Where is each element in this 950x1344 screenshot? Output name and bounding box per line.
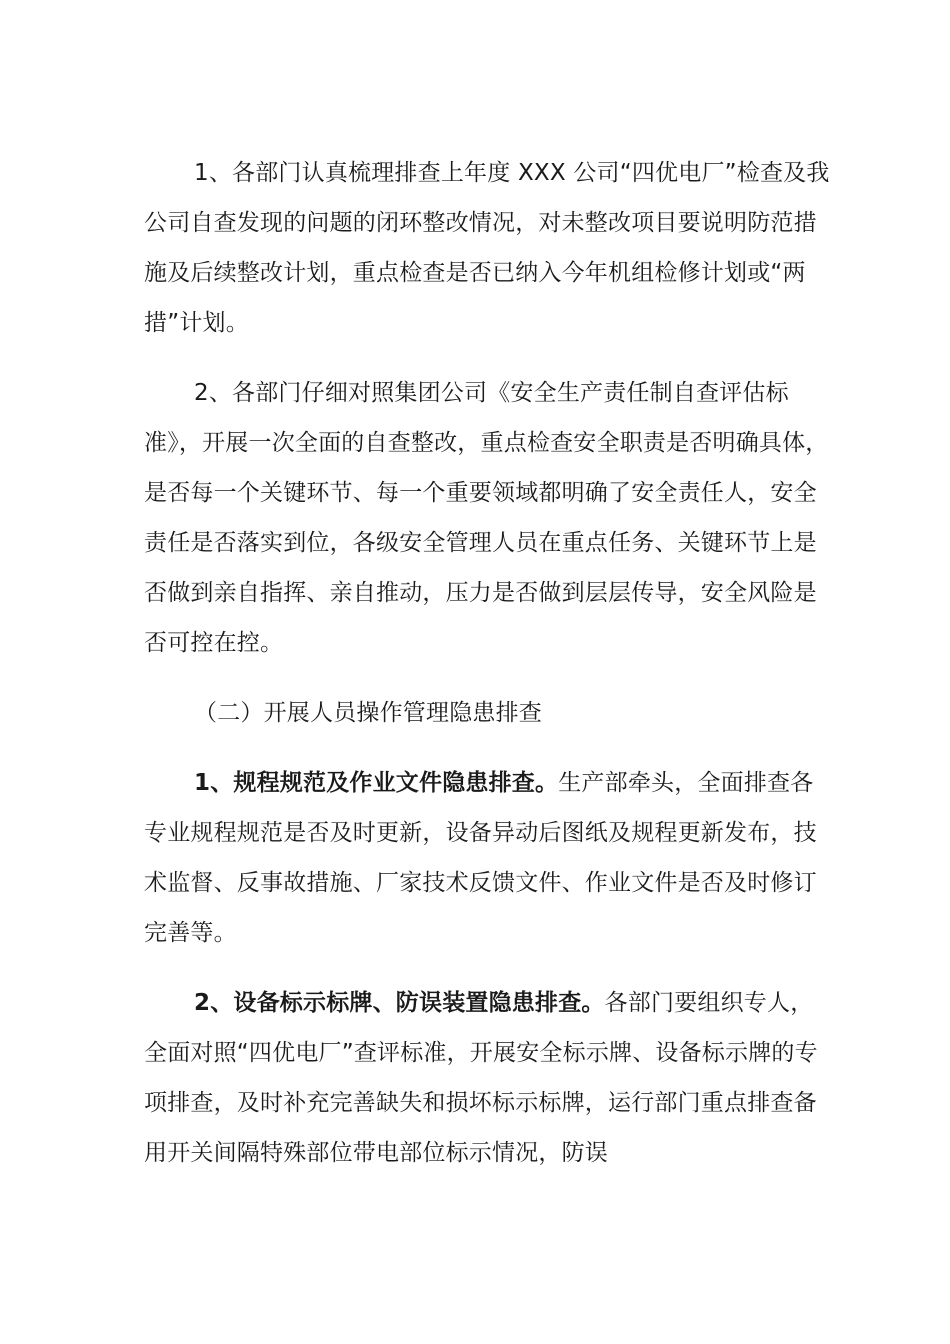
paragraph-4 [144, 978, 818, 1178]
text-line [144, 758, 814, 808]
text-line: 否可控在控。 [144, 630, 284, 656]
paragraph-spacer [144, 738, 809, 758]
text-line: 责任是否落实到位，各级安全管理人员在重点任务、关键环节上是 [144, 530, 817, 556]
text-span: 生产部牵头，全面排查各 [558, 770, 814, 796]
text-line: 项排查，及时补充完善缺失和损坏标示标牌，运行部门重点排查备 [144, 1090, 817, 1116]
paragraph-spacer [144, 348, 809, 368]
text-line: 1、各部门认真梳理排查上年度 XXX 公司“四优电厂”检查及我 [194, 160, 830, 186]
section-heading-2 [144, 688, 809, 738]
text-line: 措”计划。 [144, 310, 249, 336]
paragraph-2 [144, 368, 829, 668]
text-line: 准》，开展一次全面的自查整改，重点检查安全职责是否明确具体， [144, 430, 829, 456]
document-body [144, 148, 830, 1178]
paragraph-spacer [144, 668, 809, 688]
paragraph-1 [144, 148, 830, 348]
paragraph-3 [144, 758, 817, 958]
text-line: 施及后续整改计划，重点检查是否已纳入今年机组检修计划或“两 [144, 260, 806, 286]
text-line: 是否每一个关键环节、每一个重要领域都明确了安全责任人，安全 [144, 480, 817, 506]
bold-lead: 1、规程规范及作业文件隐患排查。 [194, 770, 559, 796]
text-line: 否做到亲自指挥、亲自推动，压力是否做到层层传导，安全风险是 [144, 580, 817, 606]
text-line [144, 978, 814, 1028]
text-line: 完善等。 [144, 920, 237, 946]
text-span: 各部门要组织专人， [604, 990, 814, 1016]
text-line: 公司自查发现的问题的闭环整改情况，对未整改项目要说明防范措 [144, 210, 817, 236]
text-line: 专业规程规范是否及时更新，设备异动后图纸及规程更新发布，技 [144, 820, 817, 846]
section-heading: （二）开展人员操作管理隐患排查 [194, 700, 542, 726]
text-line: 术监督、反事故措施、厂家技术反馈文件、作业文件是否及时修订 [144, 870, 817, 896]
text-line: 用开关间隔特殊部位带电部位标示情况，防误 [144, 1140, 608, 1166]
paragraph-spacer [144, 958, 809, 978]
text-line: 全面对照“四优电厂”查评标准，开展安全标示牌、设备标示牌的专 [144, 1040, 818, 1066]
text-line: 2、各部门仔细对照集团公司《安全生产责任制自查评估标 [194, 380, 789, 406]
bold-lead: 2、设备标示标牌、防误装置隐患排查。 [194, 990, 605, 1016]
